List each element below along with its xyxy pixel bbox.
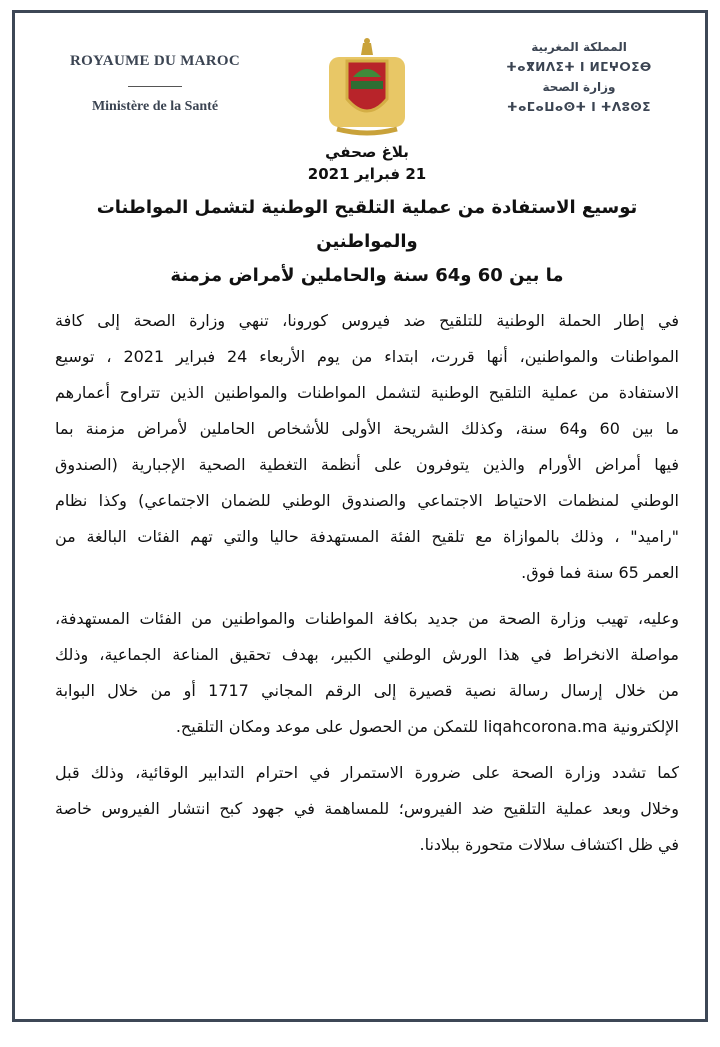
ministry-name-tifinagh: ⵜⴰⵎⴰⵡⴰⵙⵜ ⵏ ⵜⴷⵓⵙⵉ (507, 100, 651, 114)
ministry-name-ar: وزارة الصحة (542, 80, 616, 94)
document-type: بلاغ صحفي (325, 143, 409, 161)
text-line: الاستفادة من عملية التلقيح الوطنية لتشمل المواطنات والمواطنين الذين تتراوح أعمارهم (55, 383, 679, 402)
divider (128, 86, 182, 87)
letterhead (55, 37, 679, 137)
title-line: توسيع الاستفادة من عملية التلقيح الوطنية لتشمل المواطنات والمواطنين (96, 197, 638, 252)
ministry-name-fr: Ministère de la Santé (91, 99, 219, 114)
document-title (55, 191, 679, 293)
text-line: المواطنات والمواطنين، أنها قررت، ابتداء من يوم الأربعاء 24 فبراير 2021 ، توسيع (55, 347, 680, 366)
text-line: من خلال إرسال رسالة نصية قصيرة إلى الرقم المجاني 1717 أو من خلال البوابة (55, 681, 680, 700)
text-line: في إطار الحملة الوطنية للتلقيح ضد فيروس كورونا، تنهي وزارة الصحة إلى كافة (55, 311, 679, 330)
text-line: الوطني لمنظمات الاحتياط الاجتماعي والصندوق الوطني للضمان الاجتماعي) وكذا نظام (55, 491, 679, 510)
paragraph-2 (55, 601, 679, 745)
document-date: 21 فبراير 2021 (307, 165, 427, 183)
text-line: ما بين 60 و64 سنة، وكذلك الشريحة الأولى للأشخاص الحاملين لأمراض مزمنة بما (55, 419, 680, 438)
text-line: الإلكترونية liqahcorona.ma للتمكن من الحصول على موعد ومكان التلقيح. (175, 717, 679, 736)
text-line: وعليه، تهيب وزارة الصحة من جديد بكافة المواطنات والمواطنين من الفئات المستهدفة، (55, 609, 679, 628)
text-line: كما تشدد وزارة الصحة على ضرورة الاستمرار في احترام التدابير الوقائية، وذلك قبل (55, 763, 679, 782)
text-line: فيها أمراض الأورام والذين يتوفرون على أنظمة التغطية الصحية الإجبارية (الصندوق (55, 455, 679, 474)
letterhead-french (55, 37, 255, 115)
text-line: في ظل اكتشاف سلالات متحورة ببلادنا. (419, 835, 679, 854)
country-name-ar: المملكة المغربية (531, 40, 627, 54)
letterhead-arabic (479, 37, 679, 117)
text-line: العمر 65 سنة فما فوق. (521, 563, 679, 582)
text-line: مواصلة الانخراط في هذا الورش الوطني الكبير، بهدف تحقيق المناعة الجماعية، وذلك (55, 645, 679, 664)
page-border (12, 10, 708, 1022)
paragraph-1 (55, 303, 679, 591)
title-line: ما بين 60 و64 سنة والحاملين لأمراض مزمنة (170, 265, 564, 286)
moroccan-coat-of-arms-icon (327, 37, 407, 137)
paragraph-3 (55, 755, 679, 863)
country-name-fr: ROYAUME DU MAROC (69, 53, 241, 69)
country-name-tifinagh: ⵜⴰⴳⵍⴷⵉⵜ ⵏ ⵍⵎⵖⵔⵉⴱ (506, 60, 652, 74)
text-line: "راميد" ، وذلك بالموازاة مع تلقيح الفئة المستهدفة حاليا والتي تهم الفئات البالغة من (55, 527, 679, 546)
text-line: وخلال وبعد عملية التلقيح ضد الفيروس؛ للمساهمة في جهود كبح انتشار الفيروس خاصة (55, 799, 679, 818)
